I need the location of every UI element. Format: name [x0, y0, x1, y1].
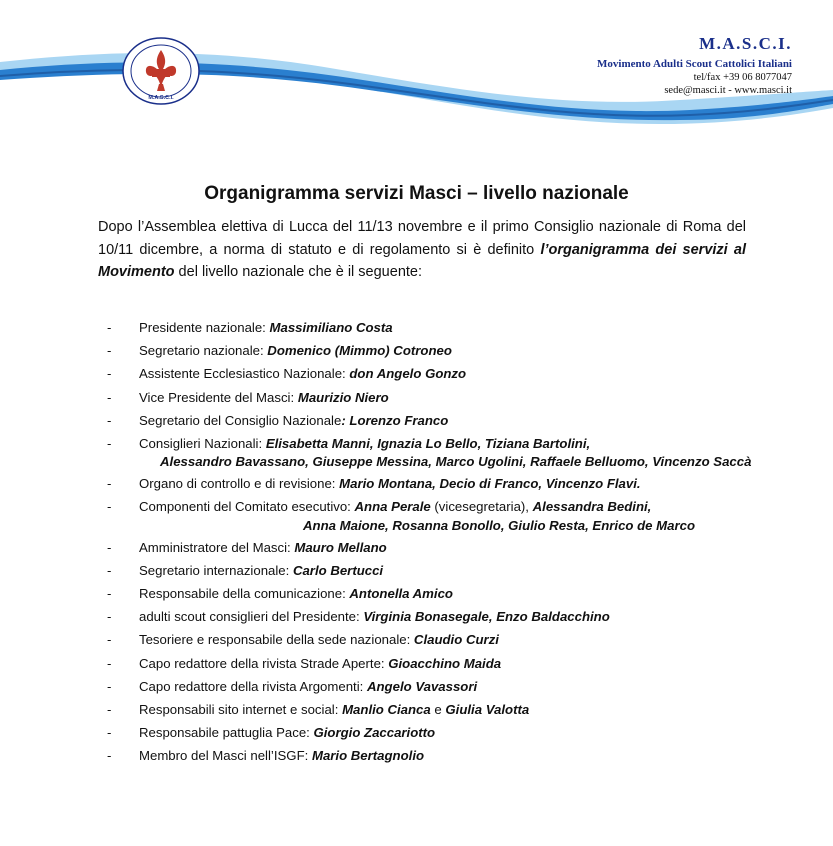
list-item-row: [0, 316, 833, 339]
list-dash: -: [107, 632, 112, 648]
person-name: Virginia Bonasegale, Enzo Baldacchino: [363, 609, 610, 625]
intro-text-end: del livello nazionale che è il seguente:: [174, 264, 423, 280]
person-name: Giorgio Zaccariotto: [313, 725, 436, 741]
person-name: Mauro Mellano: [294, 539, 387, 555]
list-item: [0, 362, 833, 385]
org-name: Movimento Adulti Scout Cattolici Italiani: [597, 58, 792, 70]
intro-text: Dopo l’Assemblea elettiva di Lucca del 11/13 novembre e il primo Consiglio nazionale di Roma del 10/11 dicembre, a norma di statuto e di regolamento si è definito: [98, 219, 746, 258]
list-dash: -: [107, 562, 112, 578]
list-dash: -: [107, 320, 112, 335]
person-name: Angelo Vavassori: [366, 678, 478, 694]
list-dash: -: [107, 436, 112, 452]
list-dash: -: [107, 725, 112, 741]
org-info: [597, 34, 792, 97]
list-item-row: [0, 582, 833, 605]
list-item-row: [0, 386, 833, 409]
list-item-row: [0, 605, 833, 628]
role-label: Responsabile della comunicazione:: [139, 586, 350, 602]
person-name: Elisabetta Manni, Ignazia Lo Bello, Tiziana Bartolini,: [265, 436, 591, 452]
role-label: Consiglieri Nazionali:: [139, 436, 266, 452]
list-item-row: [0, 472, 833, 495]
svg-text:M.A.S.C.I.: M.A.S.C.I.: [148, 95, 174, 101]
role-label: Organo di controllo e di revisione:: [139, 476, 340, 492]
role-label: adulti scout consiglieri del Presidente:: [139, 609, 364, 625]
role-label: Segretario internazionale:: [139, 562, 293, 578]
list-item: [0, 744, 833, 767]
person-names-continued: Alessandro Bavassano, Giuseppe Messina, Marco Ugolini, Raffaele Belluomo, Vincenzo Saccà: [160, 454, 752, 470]
person-name: Manlio Cianca: [342, 702, 431, 718]
person-name: Massimiliano Costa: [269, 320, 393, 335]
list-dash: -: [107, 499, 112, 515]
list-item: [0, 409, 833, 432]
list-item-row: [0, 362, 833, 385]
person-name: Claudio Curzi: [413, 632, 499, 648]
person-name: Maurizio Niero: [297, 389, 389, 405]
person-name: Carlo Bertucci: [292, 562, 384, 578]
role-label: Presidente nazionale:: [139, 320, 270, 335]
list-item-row: [0, 744, 833, 767]
list-item-row: [0, 675, 833, 698]
role-label: Vice Presidente del Masci:: [139, 389, 298, 405]
person-name: Domenico (Mimmo) Cotroneo: [267, 343, 452, 359]
role-label: Responsabile pattuglia Pace:: [139, 725, 314, 741]
list-item: [0, 675, 833, 698]
list-dash: -: [107, 343, 112, 359]
person-name: : Lorenzo Franco: [341, 412, 449, 428]
letterhead: [0, 0, 833, 135]
list-item-row: [0, 409, 833, 432]
list-item: [0, 605, 833, 628]
org-contacts: sede@masci.it - www.masci.it: [664, 85, 792, 96]
list-item: [0, 559, 833, 582]
organigram-list: [0, 316, 833, 768]
list-item: [0, 432, 833, 472]
list-item: [0, 472, 833, 495]
person-names-continued: Anna Maione, Rosanna Bonollo, Giulio Resta, Enrico de Marco: [303, 517, 696, 533]
person-name-extra: Giulia Valotta: [445, 702, 530, 718]
list-dash: -: [107, 655, 112, 671]
list-dash: -: [107, 748, 112, 764]
person-name: Mario Bertagnolio: [311, 748, 425, 764]
role-label: Tesoriere e responsabile della sede nazionale:: [139, 632, 414, 648]
list-item: [0, 495, 833, 535]
person-name: Antonella Amico: [349, 586, 453, 602]
person-name: don Angelo Gonzo: [349, 366, 467, 382]
list-item: [0, 386, 833, 409]
person-name: Mario Montana, Decio di Franco, Vincenzo Flavi.: [339, 476, 641, 492]
role-label: Assistente Ecclesiastico Nazionale:: [139, 366, 350, 382]
role-label: Segretario nazionale:: [139, 343, 268, 359]
org-phone: tel/fax +39 06 8077047: [693, 72, 792, 83]
role-label: Componenti del Comitato esecutivo:: [139, 499, 355, 515]
list-item-row: [0, 721, 833, 744]
role-label: Capo redattore della rivista Strade Aperte:: [139, 655, 389, 671]
role-label: Membro del Masci nell’ISGF:: [139, 748, 312, 764]
person-name: Gioacchino Maida: [388, 655, 502, 671]
list-item-row: [0, 628, 833, 651]
list-item-row: [0, 339, 833, 362]
document-title: Organigramma servizi Masci – livello nazionale: [204, 183, 629, 204]
list-item: [0, 721, 833, 744]
list-dash: -: [107, 586, 112, 602]
list-item-row: [0, 536, 833, 559]
list-item: [0, 316, 833, 339]
masci-logo: [121, 36, 201, 106]
list-item: [0, 582, 833, 605]
role-label-extra: (vicesegretaria),: [430, 499, 533, 515]
list-item-row: [0, 698, 833, 721]
list-item: [0, 698, 833, 721]
role-label: Amministratore del Masci:: [139, 539, 295, 555]
intro-paragraph: [98, 216, 746, 284]
list-item-row: [0, 559, 833, 582]
list-dash: -: [107, 476, 112, 492]
org-acronym: M.A.S.C.I.: [699, 34, 792, 53]
list-item: [0, 628, 833, 651]
list-item-row: [0, 652, 833, 675]
list-dash: -: [107, 412, 112, 428]
list-item: [0, 339, 833, 362]
list-dash: -: [107, 702, 112, 718]
role-label: Capo redattore della rivista Argomenti:: [139, 678, 367, 694]
list-dash: -: [107, 539, 112, 555]
list-dash: -: [107, 678, 112, 694]
person-name: Anna Perale: [354, 499, 431, 515]
role-label: Responsabili sito internet e social:: [139, 702, 343, 718]
role-label-extra: e: [430, 702, 446, 718]
list-dash: -: [107, 389, 112, 405]
list-item: [0, 652, 833, 675]
role-label: Segretario del Consiglio Nazionale: [139, 412, 342, 428]
person-name-extra: Alessandra Bedini,: [532, 499, 652, 515]
intro-emphasis: l’organigramma dei servizi al Movimento: [98, 241, 746, 280]
list-dash: -: [107, 609, 112, 625]
list-dash: -: [107, 366, 112, 382]
list-item: [0, 536, 833, 559]
